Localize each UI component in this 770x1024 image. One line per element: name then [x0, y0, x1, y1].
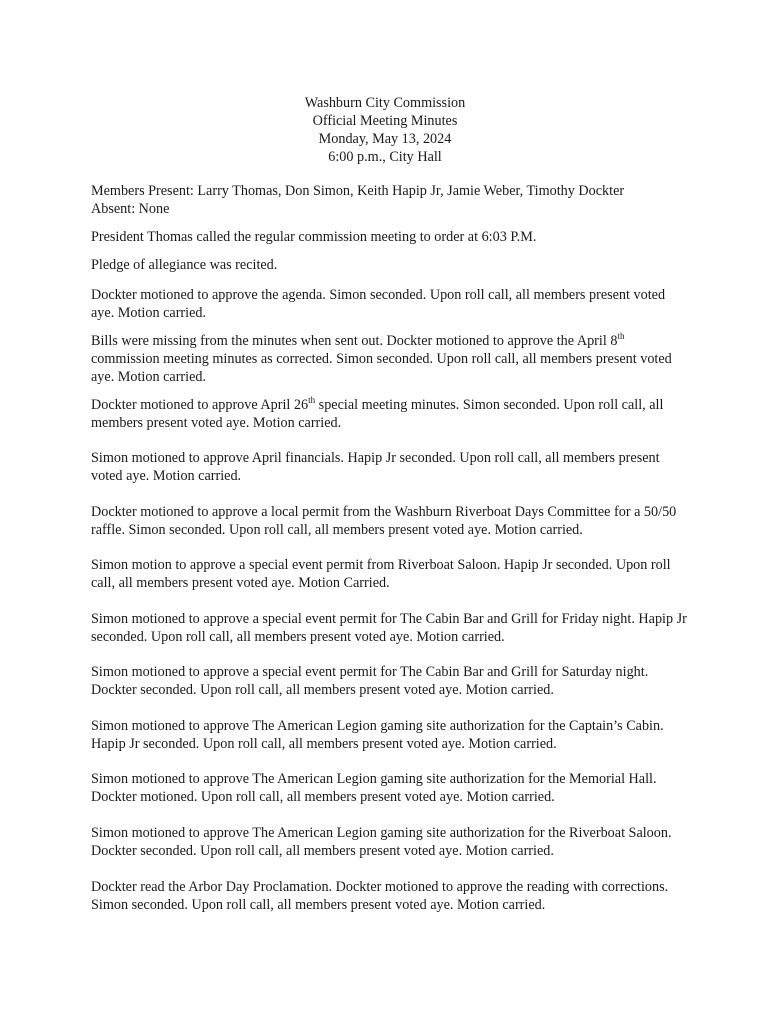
paragraph-financials: Simon motioned to approve April financials. Hapip Jr seconded. Upon roll call, all members present voted aye. Motion carried.: [91, 450, 660, 484]
paragraph-pledge: Pledge of allegiance was recited.: [91, 257, 278, 273]
april8-superscript: th: [617, 331, 625, 341]
paragraph-cabin-friday-permit: Simon motioned to approve a special event permit for The Cabin Bar and Grill for Friday night. Hapip Jr seconded. Upon roll call, all members present voted aye. Motion carried.: [91, 611, 687, 645]
members-absent: Absent: None: [91, 201, 170, 217]
header-meeting-date: Monday, May 13, 2024: [318, 131, 452, 147]
paragraph-april26-minutes: [91, 396, 691, 432]
attendance-block: [91, 182, 691, 218]
header-commission-name: Washburn City Commission: [304, 95, 466, 111]
april26-text-a: Dockter motioned to approve April 26: [91, 397, 309, 413]
april8-text-b: commission meeting minutes as corrected. Simon seconded. Upon roll call, all members present voted aye. Motion carried.: [91, 351, 672, 385]
paragraph-legion-memorial-hall: Simon motioned to approve The American Legion gaming site authorization for the Memorial Hall. Dockter motioned. Upon roll call, all members present voted aye. Motion carried.: [91, 771, 657, 805]
april26-text-b: special meeting minutes. Simon seconded. Upon roll call, all members present voted aye. Motion carried.: [91, 397, 664, 431]
paragraph-april8-minutes: [91, 332, 691, 386]
paragraph-legion-captains-cabin: Simon motioned to approve The American Legion gaming site authorization for the Captain’s Cabin. Hapip Jr seconded. Upon roll call, all members present voted aye. Motion carried.: [91, 718, 664, 752]
header-document-title: Official Meeting Minutes: [312, 113, 458, 129]
april26-superscript: th: [308, 395, 316, 405]
paragraph-arbor-day: Dockter read the Arbor Day Proclamation. Dockter motioned to approve the reading with corrections. Simon seconded. Upon roll call, all members present voted aye. Motion carried.: [91, 879, 669, 913]
paragraph-raffle-permit: Dockter motioned to approve a local permit from the Washburn Riverboat Days Committee for a 50/50 raffle. Simon seconded. Upon roll call, all members present voted aye. Motion carried.: [91, 504, 677, 538]
header-meeting-time-location: 6:00 p.m., City Hall: [328, 149, 442, 165]
paragraph-legion-riverboat-saloon: Simon motioned to approve The American Legion gaming site authorization for the Riverboat Saloon. Dockter seconded. Upon roll call, all members present voted aye. Motion carried.: [91, 825, 672, 859]
paragraph-cabin-saturday-permit: Simon motioned to approve a special event permit for The Cabin Bar and Grill for Saturday night. Dockter seconded. Upon roll call, all members present voted aye. Motion carried.: [91, 664, 649, 698]
paragraph-saloon-event-permit: Simon motion to approve a special event permit from Riverboat Saloon. Hapip Jr seconded. Upon roll call, all members present voted aye. Motion Carried.: [91, 557, 671, 591]
document-header: [0, 94, 770, 166]
paragraph-call-to-order: President Thomas called the regular commission meeting to order at 6:03 P.M.: [91, 229, 537, 245]
paragraph-agenda: Dockter motioned to approve the agenda. Simon seconded. Upon roll call, all members present voted aye. Motion carried.: [91, 287, 666, 321]
members-present: Members Present: Larry Thomas, Don Simon, Keith Hapip Jr, Jamie Weber, Timothy Dockter: [91, 183, 625, 199]
april8-text-a: Bills were missing from the minutes when sent out. Dockter motioned to approve the April 8: [91, 333, 618, 349]
